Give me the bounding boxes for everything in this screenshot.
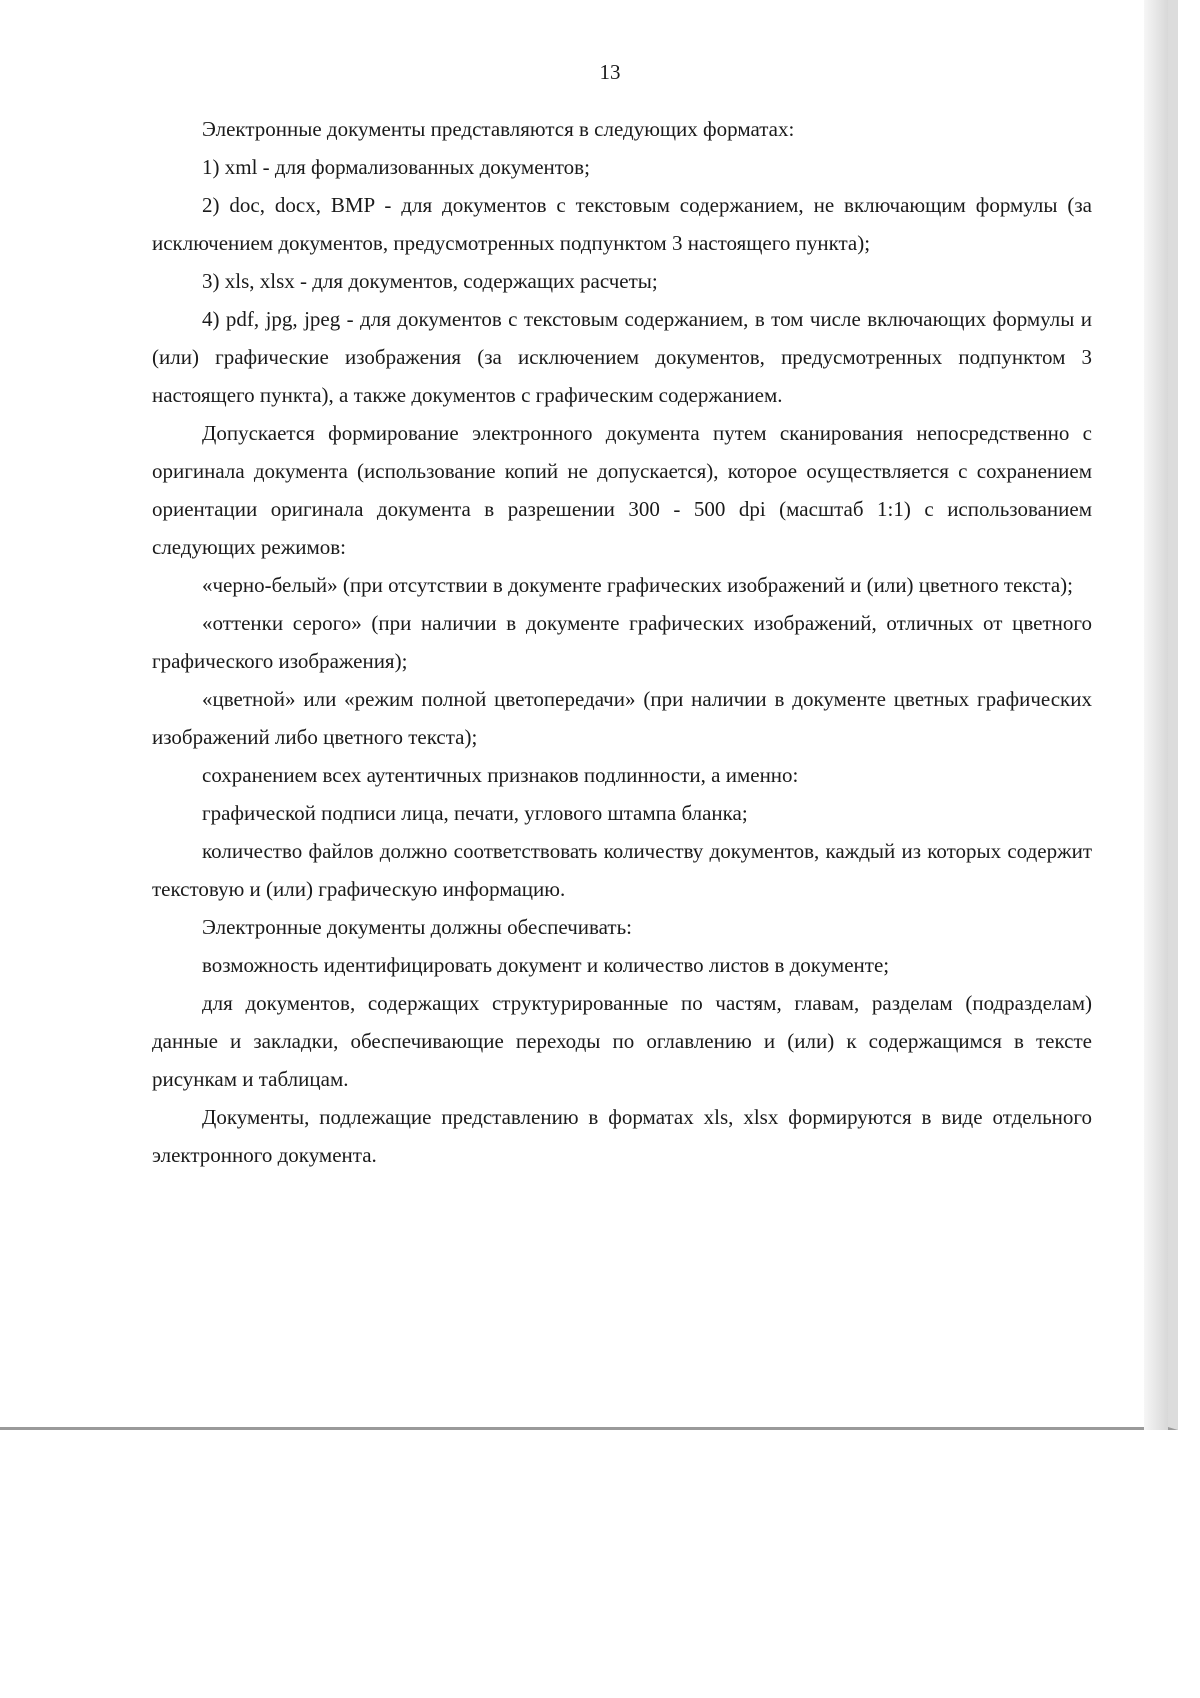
paragraph-mode-bw: «черно-белый» (при отсутствии в документе графических изображений и (или) цветного текста);	[202, 573, 1073, 597]
scan-edge-shadow	[1144, 0, 1168, 1430]
paragraph-bookmarks: для документов, содержащих структурированные по частям, главам, разделам (подразделам) данные и закладки, обеспечивающие переходы по оглавлению и (или) к содержащимся в тексте рисункам и таблицам.	[152, 991, 1092, 1091]
paragraph-signature: графической подписи лица, печати, углового штампа бланка;	[202, 801, 748, 825]
paragraph-xls-separate: Документы, подлежащие представлению в форматах xls, xlsx формируются в виде отдельного электронного документа.	[152, 1105, 1092, 1167]
paragraph-authenticity: сохранением всех аутентичных признаков подлинности, а именно:	[202, 763, 799, 787]
document-body	[152, 110, 1092, 1174]
paragraph-scanning: Допускается формирование электронного документа путем сканирования непосредственно с оригинала документа (использование копий не допускается), которое осуществляется с сохранением ориентации оригинала документа в разрешении 300 - 500 dpi (масштаб 1:1) с использованием следующих режимов:	[152, 421, 1092, 559]
paragraph-format-pdf: 4) pdf, jpg, jpeg - для документов с текстовым содержанием, в том числе включающих формулы и (или) графические изображения (за исключением документов, предусмотренных подпунктом 3 настоящего пункта), а также документов с графическим содержанием.	[152, 307, 1092, 407]
paragraph-format-doc: 2) doc, docx, BMP - для документов с текстовым содержанием, не включающим формулы (за исключением документов, предусмотренных подпунктом 3 настоящего пункта);	[152, 193, 1092, 255]
paragraph-file-count: количество файлов должно соответствовать количеству документов, каждый из которых содержит текстовую и (или) графическую информацию.	[152, 839, 1092, 901]
paragraph-format-xml: 1) xml - для формализованных документов;	[202, 155, 590, 179]
paragraph-mode-grayscale: «оттенки серого» (при наличии в документе графических изображений, отличных от цветного графического изображения);	[152, 611, 1092, 673]
paragraph-mode-color: «цветной» или «режим полной цветопередачи» (при наличии в документе цветных графических изображений либо цветного текста);	[152, 687, 1092, 749]
paragraph-requirements: Электронные документы должны обеспечивать:	[202, 915, 633, 939]
paragraph-identification: возможность идентифицировать документ и количество листов в документе;	[202, 953, 890, 977]
paragraph-format-xls: 3) xls, xlsx - для документов, содержащих расчеты;	[202, 269, 658, 293]
page-number: 13	[599, 60, 621, 84]
paragraph-formats-intro: Электронные документы представляются в следующих форматах:	[202, 117, 795, 141]
